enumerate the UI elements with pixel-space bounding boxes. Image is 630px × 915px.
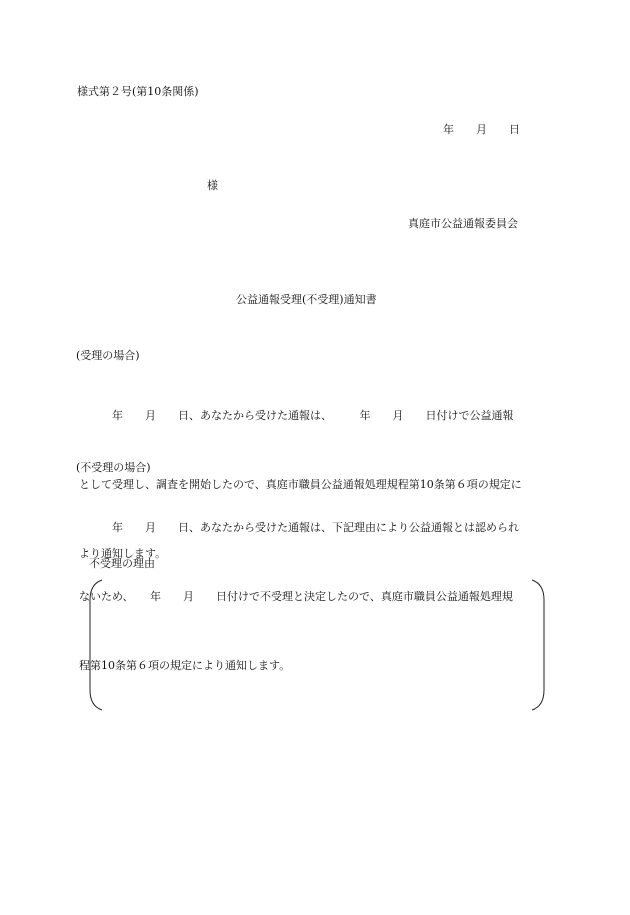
acceptance-heading: (受理の場合): [76, 349, 140, 362]
rejection-heading: (不受理の場合): [76, 461, 151, 474]
issue-date-line: 年 月 日: [443, 123, 520, 136]
rejection-reason-box[interactable]: [86, 578, 548, 712]
addressee-honorific: 様: [207, 179, 218, 192]
acceptance-line: 年 月 日、あなたから受けた通報は、 年 月 日付けで公益通報: [79, 409, 514, 422]
form-number: 様式第２号(第10条関係): [77, 85, 199, 98]
rejection-line: 年 月 日、あなたから受けた通報は、下記理由により公益通報とは認められ: [79, 521, 519, 534]
left-bracket: [90, 580, 102, 710]
rejection-reason-label: 不受理の理由: [89, 557, 155, 570]
bracket-frame: [86, 578, 548, 712]
acceptance-line: として受理し、調査を開始したので、真庭市職員公益通報処理規程第10条第６項の規定に: [79, 478, 522, 491]
rejection-line: ないため、 年 月 日付けで不受理と決定したので、真庭市職員公益通報処理規: [79, 590, 513, 603]
rejection-line: 程第10条第６項の規定により通知します。: [79, 659, 291, 672]
issuer-name: 真庭市公益通報委員会: [408, 217, 518, 230]
acceptance-line: より通知します。: [79, 547, 167, 560]
right-bracket: [532, 580, 544, 710]
document-title: 公益通報受理(不受理)通知書: [236, 293, 377, 306]
